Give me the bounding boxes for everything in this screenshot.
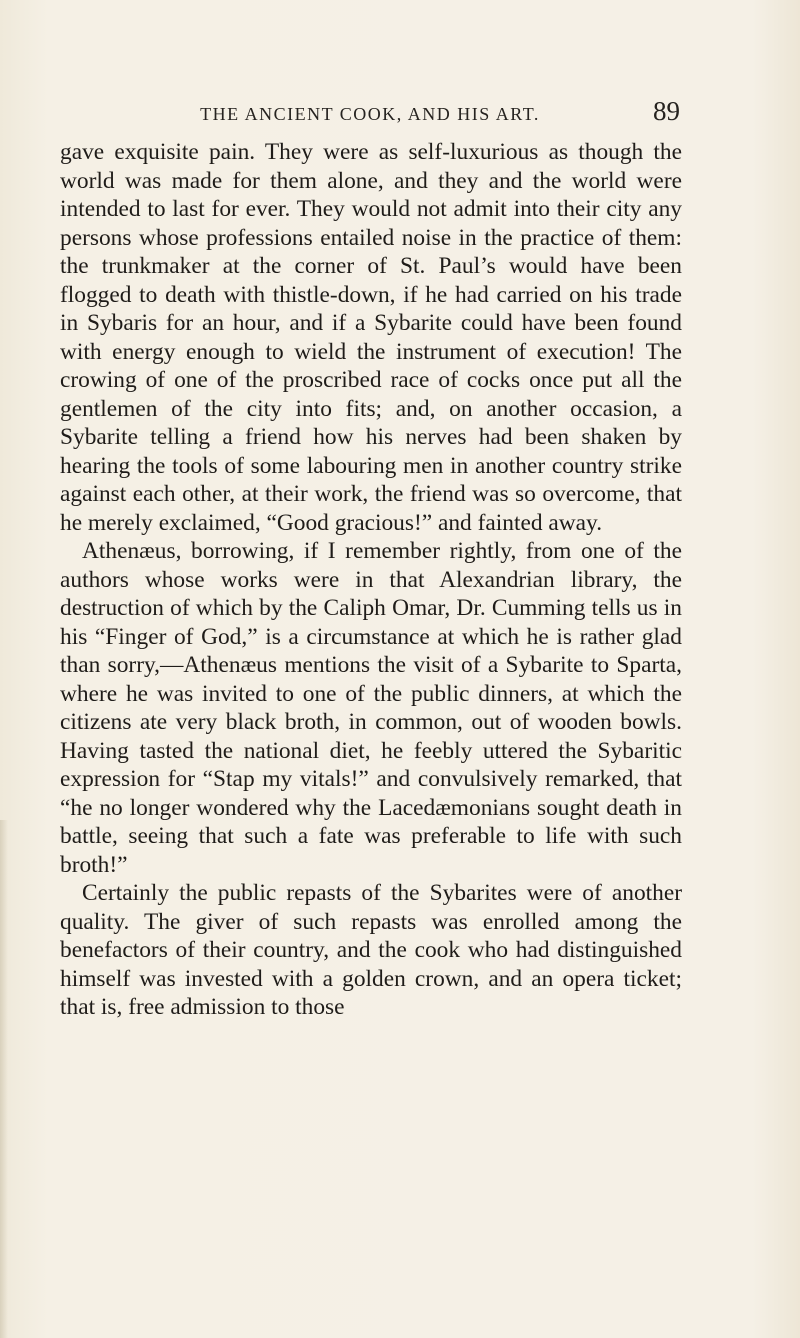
page-number: 89 [653, 96, 680, 126]
paragraph-1: gave exquisite pain. They were as self-luxurious as though the world was made for them alone, and they and the world were intended to last for ever. They would not admit into their city any persons whose professions entailed noise in the practice of them: the trunkmaker at the corner of St. Paul’s would have been flogged to death with thistle-down, if he had carried on his trade in Sybaris for an hour, and if a Sybarite could have been found with energy enough to wield the instrument of execution! The crowing of one of the proscribed race of cocks once put all the gentlemen of the city into fits; and, on another occasion, a Sybarite telling a friend how his nerves had been shaken by hearing the tools of some labouring men in another country strike against each other, at their work, the friend was so overcome, that he merely exclaimed, “Good gracious!” and fainted away. [60, 139, 682, 536]
running-head [60, 96, 680, 126]
paragraph-3: Certainly the public repasts of the Sybarites were of another quality. The giver of such repasts was enrolled among the benefactors of their country, and the cook who had distinguished himself was invested with a golden crown, and an opera ticket; that is, free admission to those [60, 880, 682, 1020]
running-title: THE ANCIENT COOK, AND HIS ART. [200, 104, 540, 124]
paragraph-2: Athenæus, borrowing, if I remember rightly, from one of the authors whose works were in that Alexandrian library, the destruction of which by the Caliph Omar, Dr. Cumming tells us in his “Finger of God,” is a circumstance at which he is rather glad than sorry,—Athenæus mentions the visit of a Sybarite to Sparta, where he was invited to one of the public dinners, at which the citizens ate very black broth, in common, out of wooden bowls. Having tasted the national diet, he feebly uttered the Sybaritic expression for “Stap my vitals!” and convulsively remarked, that “he no longer wondered why the Lacedæmonians sought death in battle, seeing that such a fate was preferable to life with such broth!” [60, 538, 682, 878]
page-edge-shadow [0, 820, 8, 1338]
body-text [60, 138, 682, 1022]
